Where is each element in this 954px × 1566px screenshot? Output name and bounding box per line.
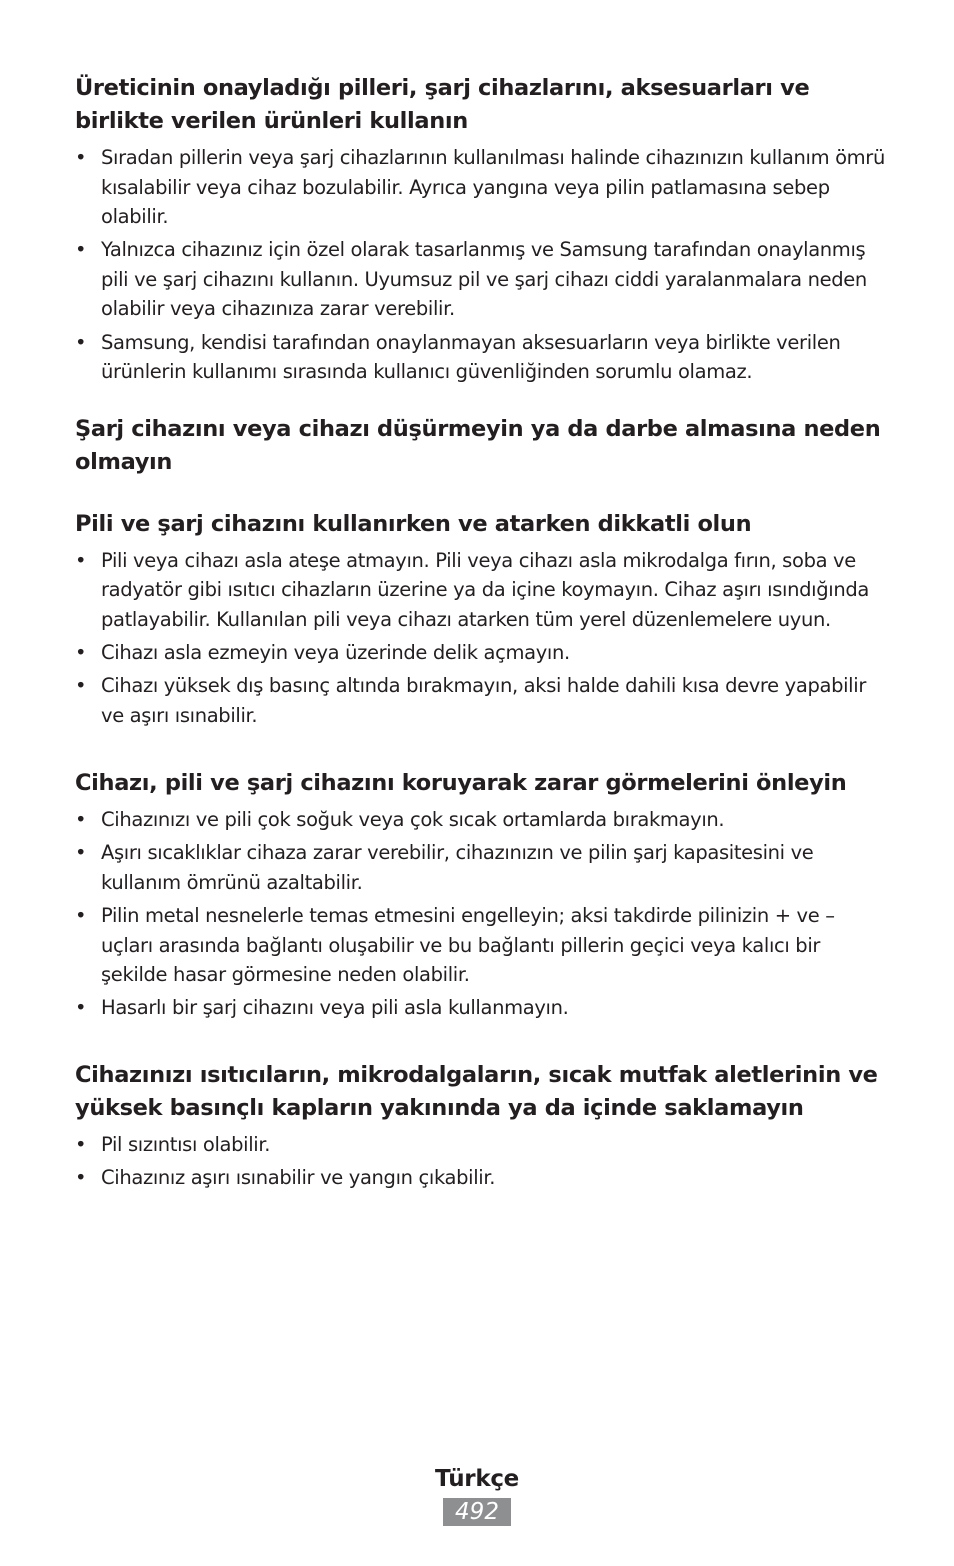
section-heading: Pili ve şarj cihazını kullanırken ve atarken dikkatli olun xyxy=(75,510,752,537)
list-item xyxy=(75,838,890,897)
bullet-list xyxy=(75,805,890,1023)
list-item xyxy=(75,235,890,324)
list-item-text: Pilin metal nesnelerle temas etmesini engelleyin; aksi takdirde pilinizin + ve – uçları arasında bağlantı oluşabilir ve bu bağlantı pillerin geçici veya kalıcı bir şekilde hasar görmesine neden olabilir. xyxy=(101,904,835,987)
section-handle-disposal xyxy=(75,508,890,731)
page-number-badge: 492 xyxy=(443,1498,511,1526)
footer-language-label: Türkçe xyxy=(435,1466,519,1492)
section-storage-heat-sources xyxy=(75,1059,890,1193)
list-item-text: Cihazı yüksek dış basınç altında bırakmayın, aksi halde dahili kısa devre yapabilir ve aşırı ısınabilir. xyxy=(101,674,866,727)
list-item xyxy=(75,901,890,990)
bullet-dot: • xyxy=(75,146,87,169)
list-item xyxy=(75,143,890,232)
bullet-list xyxy=(75,546,890,731)
bullet-dot: • xyxy=(75,548,87,572)
list-item xyxy=(75,1163,890,1193)
list-item xyxy=(75,671,890,730)
section-protect-from-damage xyxy=(75,767,890,1023)
section-approved-batteries xyxy=(75,72,890,387)
list-item-text: Pili veya cihazı asla ateşe atmayın. Pili veya cihazı asla mikrodalga fırın, soba ve radyatör gibi ısıtıcı cihazların üzerine ya da içine koymayın. Cihaz aşırı ısındığında patlayabilir. Kullanılan pili veya cihazı atarken tüm yerel düzenlemelere uyun. xyxy=(101,548,869,631)
bullet-dot: • xyxy=(75,996,87,1020)
list-item-text: Cihazınızı ve pili çok soğuk veya çok sıcak ortamlarda bırakmayın. xyxy=(101,808,725,832)
bullet-list xyxy=(75,143,890,387)
list-item-text: Yalnızca cihazınız için özel olarak tasarlanmış ve Samsung tarafından onaylanmış pili ve şarj cihazını kullanın. Uyumsuz pil ve şarj cihazı ciddi yaralanmalara neden olabilir veya cihazınıza zarar verebilir. xyxy=(101,238,867,321)
section-heading: Cihazı, pili ve şarj cihazını koruyarak zarar görmelerini önleyin xyxy=(75,770,847,797)
bullet-dot: • xyxy=(75,238,87,262)
list-item-text: Sıradan pillerin veya şarj cihazlarının kullanılması halinde cihazınızın kullanım ömrü kısalabilir veya cihaz bozulabilir. Ayrıca yangına veya pilin patlamasına sebep olabilir. xyxy=(101,146,885,229)
list-item-text: Cihazınız aşırı ısınabilir ve yangın çıkabilir. xyxy=(101,1166,496,1190)
list-item-text: Aşırı sıcaklıklar cihaza zarar verebilir, cihazınızın ve pilin şarj kapasitesini ve kullanım ömrünü azaltabilir. xyxy=(101,841,814,894)
list-item-text: Samsung, kendisi tarafından onaylanmayan aksesuarların veya birlikte verilen ürünlerin kullanımı sırasında kullanıcı güvenliğinden sorumlu olamaz. xyxy=(101,330,841,384)
list-item xyxy=(75,328,890,387)
bullet-dot: • xyxy=(75,1132,87,1156)
list-item xyxy=(75,638,890,668)
bullet-dot: • xyxy=(75,904,87,928)
bullet-dot: • xyxy=(75,1166,87,1190)
section-do-not-drop xyxy=(75,413,890,479)
list-item-text: Cihazı asla ezmeyin veya üzerinde delik açmayın. xyxy=(101,641,570,665)
bullet-dot: • xyxy=(75,330,87,354)
section-heading: Cihazınızı ısıtıcıların, mikrodalgaların, sıcak mutfak aletlerinin ve yüksek basınçlı kapların yakınında ya da içinde saklamayın xyxy=(75,1061,878,1121)
list-item xyxy=(75,805,890,835)
list-item xyxy=(75,1130,890,1160)
list-item xyxy=(75,993,890,1023)
bullet-list xyxy=(75,1130,890,1193)
list-item-text: Pil sızıntısı olabilir. xyxy=(101,1132,271,1156)
document-body xyxy=(75,72,890,1196)
page-footer xyxy=(0,1463,954,1526)
bullet-dot: • xyxy=(75,808,87,832)
bullet-dot: • xyxy=(75,841,87,865)
section-heading: Şarj cihazını veya cihazı düşürmeyin ya da darbe almasına neden olmayın xyxy=(75,415,881,475)
section-heading: Üreticinin onayladığı pilleri, şarj cihazlarını, aksesuarları ve birlikte verilen ürünleri kullanın xyxy=(75,75,810,134)
list-item xyxy=(75,546,890,635)
bullet-dot: • xyxy=(75,641,87,665)
list-item-text: Hasarlı bir şarj cihazını veya pili asla kullanmayın. xyxy=(101,996,569,1020)
bullet-dot: • xyxy=(75,674,87,698)
